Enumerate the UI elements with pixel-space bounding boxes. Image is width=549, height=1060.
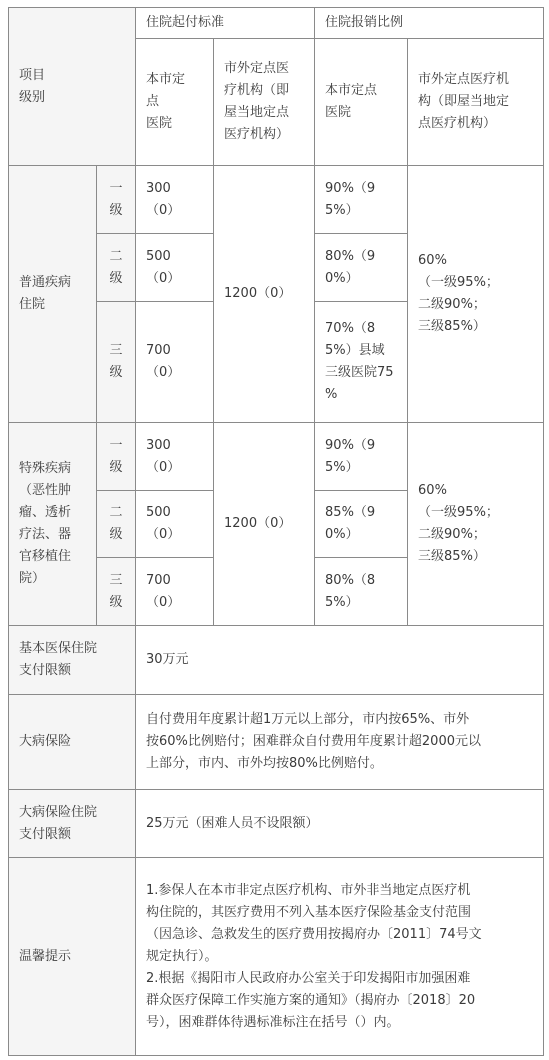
grade-cell: 三 级: [97, 302, 136, 423]
item-label: 项目: [19, 67, 46, 83]
basic-limit-value: 30万元: [136, 626, 544, 695]
threshold-cell: 700 （0）: [136, 302, 214, 423]
grade-cell: 一 级: [97, 423, 136, 491]
tips-text: 1.参保人在本市非定点医疗机构、市外非当地定点医疗机 构住院的，其医疗费用不列入基本医疗保险基金支付范围 （因急诊、急救发生的医疗费用按揭府办〔2011〕74号文 规定执行）。 2.根据《揭阳市人民政府办公室关于印发揭阳市加强困难 群众医疗保障工作实施方案的通知》（揭府办〔2018〕20 号），困难群体待遇标准标注在括号（）内。: [136, 858, 544, 1056]
ratio-cell: 90%（9 5%）: [315, 423, 408, 491]
ratio-cell: 90%（9 5%）: [315, 166, 408, 234]
basic-limit-label: 基本医保住院 支付限额: [9, 626, 136, 695]
ratio-cell: 70%（8 5%）县域 三级医院75 %: [315, 302, 408, 423]
critical-limit-label: 大病保险住院 支付限额: [9, 790, 136, 858]
normal-outside-threshold: 1200（0）: [214, 166, 315, 423]
special-illness-label: 特殊疾病 （恶性肿 瘤、透析 疗法、器 官移植住 院）: [9, 423, 97, 626]
special-outside-threshold: 1200（0）: [214, 423, 315, 626]
outside-ratio-header: 市外定点医疗机 构（即屋当地定 点医疗机构）: [408, 39, 544, 166]
threshold-cell: 700 （0）: [136, 558, 214, 626]
normal-illness-label: 普通疾病 住院: [9, 166, 97, 423]
local-ratio-header: 本市定点 医院: [315, 39, 408, 166]
ratio-cell: 85%（9 0%）: [315, 491, 408, 558]
normal-outside-ratio: 60% （一级95%； 二级90%； 三级85%）: [408, 166, 544, 423]
special-outside-ratio: 60% （一级95%； 二级90%； 三级85%）: [408, 423, 544, 626]
threshold-cell: 300 （0）: [136, 166, 214, 234]
item-level-header: [9, 8, 136, 166]
grade-cell: 三 级: [97, 558, 136, 626]
tips-label: 温馨提示: [9, 858, 136, 1056]
grade-cell: 一 级: [97, 166, 136, 234]
reimburse-group-header: 住院报销比例: [315, 8, 544, 39]
ratio-cell: 80%（8 5%）: [315, 558, 408, 626]
threshold-cell: 300 （0）: [136, 423, 214, 491]
critical-limit-value: 25万元（困难人员不设限额）: [136, 790, 544, 858]
grade-cell: 二 级: [97, 234, 136, 302]
level-label: 级别: [19, 89, 46, 105]
threshold-cell: 500 （0）: [136, 234, 214, 302]
outside-designated-header: 市外定点医 疗机构（即 屋当地定点 医疗机构）: [214, 39, 315, 166]
threshold-cell: 500 （0）: [136, 491, 214, 558]
ratio-cell: 80%（9 0%）: [315, 234, 408, 302]
local-designated-header: 本市定 点 医院: [136, 39, 214, 166]
grade-cell: 二 级: [97, 491, 136, 558]
critical-text: 自付费用年度累计超1万元以上部分，市内按65%、市外 按60%比例赔付；困难群众自付费用年度累计超2000元以 上部分，市内、市外均按80%比例赔付。: [136, 695, 544, 790]
critical-label: 大病保险: [9, 695, 136, 790]
insurance-table: [8, 7, 544, 1056]
threshold-group-header: 住院起付标准: [136, 8, 315, 39]
